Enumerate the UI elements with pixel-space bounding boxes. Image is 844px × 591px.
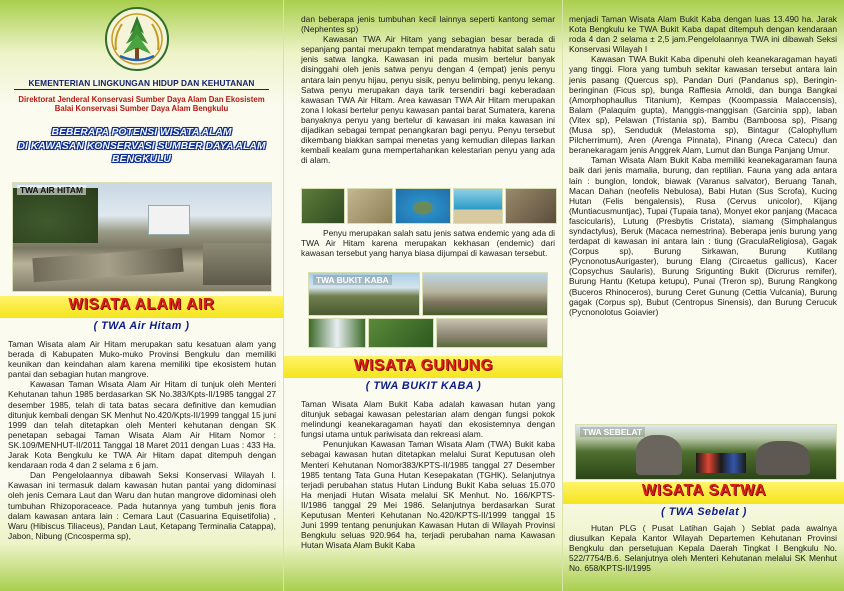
brochure-panel-left xyxy=(0,0,283,591)
section-subtitle-air-hitam: ( TWA Air Hitam ) xyxy=(93,320,190,332)
photo-bukit-kaba-mountain xyxy=(308,272,420,316)
photo-elephant-2 xyxy=(756,441,810,475)
text-block-bukit-kaba-cont xyxy=(569,14,837,317)
photo-bukit-kaba-summit xyxy=(436,318,548,348)
paragraph: Penunjukan Kawasan Taman Wisata Alam (TWA) Bukit kaba sebagai kawasan hutan ditetapkan melalui Surat Keputusan oleh Menteri Kehutanan Nomor383/KPTS-II/1985 tanggal 27 Desember 1985 tentang Tata Guna Hutan Kesepakatan (TGHK). Selanjutnya terjadi perubahan status Hutan Lindung Bukit Kaba seluas 15.070 Ha menjadi Hutan Wisata melalui SK Menhut. No. 166/KPTS-II/1986 tanggal 29 Mei 1986. Selanjutnya berdasarkan Surat Keputusan Menteri Kehutanan No.420/KPTS-II/1999 tanggal 15 Juni 1999 tentang penunjukan Kawasan Hutan di Wilayah Provinsi Bengkulu seluas 920.964 ha, terjadi perubahan nama Kawasan Hutan Wisata Alam Bukit Kaba xyxy=(301,439,555,551)
brochure-panel-right xyxy=(562,0,844,591)
section-subtitle-bukit-kaba: ( TWA BUKIT KABA ) xyxy=(365,380,482,392)
paragraph: menjadi Taman Wisata Alam Bukit Kaba dengan luas 13.490 ha. Jarak Kota Bengkulu ke TWA Bukit Kaba dapat ditempuh dengan kendaraan roda 4 dan 2 selama ± 2,5 jam.Pengelolaannya TWA ini dibawah Seksi Konservasi Wilayah I xyxy=(569,14,837,55)
photo-bukit-kaba-waterfall xyxy=(308,318,366,348)
photo-label-air-hitam: TWA AIR HITAM xyxy=(17,185,86,195)
photo-penyu-swimming xyxy=(395,188,451,224)
section-subtitle-sebelat: ( TWA Sebelat ) xyxy=(661,506,747,518)
paragraph-penyu-endemic: Penyu merupakan salah satu jenis satwa endemic yang ada di TWA Air Hitam karena merupakan kekhasan (endemic) dari kawasan tersebut yang hanya biasa dijumpai di kawasan tersebut. xyxy=(301,228,555,259)
photo-penyu-beach xyxy=(453,188,503,224)
ministry-name: KEMENTERIAN LINGKUNGAN HIDUP DAN KEHUTANAN xyxy=(28,78,255,88)
paragraph: Taman Wisata Alam Bukit Kaba adalah kawasan hutan yang ditunjuk sebagai kawasan pelestarian alam dengan fungsi pokok melindungi keanekaragaman hayati dan ekosistemnya dengan fungsi utama untuk pariwisata dan rekreasi alam. xyxy=(301,399,555,440)
directorate-line-1: Direktorat Jenderal Konservasi Sumber Daya Alam Dan Ekosistem xyxy=(18,95,265,104)
photo-bukit-kaba-crater xyxy=(422,272,548,316)
brochure-panel-middle xyxy=(283,0,562,591)
photo-penyu-eggs xyxy=(505,188,557,224)
ministry-emblem-icon xyxy=(104,6,170,72)
photo-strip-penyu xyxy=(301,188,557,224)
ministry-underline xyxy=(14,89,269,90)
directorate-line-2: Balai Konservasi Sumber Daya Alam Bengkulu xyxy=(54,104,229,114)
photo-label-bukit-kaba: TWA BUKIT KABA xyxy=(313,275,392,285)
text-block-air-hitam xyxy=(8,339,276,541)
paragraph-sebelat: Hutan PLG ( Pusat Latihan Gajah ) Seblat pada awalnya diusulkan Kepala Kantor Wilayah Departemen Kehutanan Provinsi Bengkulu dan persetujuan Kepala Daerah Tingkat I Bengkulu No. 522/7754/B.6. Selanjutnya oleh Menteri Kehutanan melalui SK Menhut No. 658/KPTS-II/1995 xyxy=(569,523,837,574)
section-title-satwa: WISATA SATWA xyxy=(641,482,767,499)
photo-air-hitam xyxy=(12,182,272,292)
photo-people-group xyxy=(203,243,272,285)
directorate-heading xyxy=(4,95,279,114)
brochure-main-title xyxy=(6,126,277,167)
photo-elephant-1 xyxy=(636,435,682,475)
paragraph: Kawasan Taman Wisata Alam Air Hitam di tunjuk oleh Menteri Kehutanan tahun 1985 berdasarkan SK No.383/Kpts-II/1985 tanggal 27 desember 1985, telah di tata batas secara definitive dan kemudian ditunjuk kembali dengan SK Menhut No.420/Kpts-II/1999 tanggal 15 juni 1999 dan telah ditetapkan oleh Menteri kehutanan dengan SK penetapan sebagai Taman Wisata Alam Air Hitam Nomor : SK.109/MENHUT-II/2011 Tanggal 18 Maret 2011 dengan Luas : 433 Ha. Jarak Kota Bengkulu ke TWA Air Hitam dapat ditempuh dengan kendaraan roda 4 dan 2 selama ± 6 jam. xyxy=(8,379,276,471)
section-title-gunung: WISATA GUNUNG xyxy=(353,357,494,374)
photo-signboard xyxy=(148,205,190,235)
main-title-line-3: BENGKULU xyxy=(112,154,171,166)
paragraph: Kawasan TWA Bukit Kaba dipenuhi oleh keanekaragaman hayati yang tinggi. Flora yang tumbuh sekitar kawasan tersebut antara lain jenis pasang (Quercus sp), Pandan Duri (Pandanus sp), Beringin-beringinan (Ficus sp), bunga Rafflesia Arnoldi, dan bunga Bangkai (Amorphophaullus Titanium), Kempas (Koompassia Malaccensis), Balam (Palaquim gupta), Manggis-manggisan (Garcinia spp), laban (Vitex sp), Pelawan (Tristania sp), Bambu (Bamboosa sp), Pisang (Musa sp), Senduduk (Melastoma sp), Bintagur (Calophyllum Pilcherrimum), Aren (Arenga Pinnata), Pinang (Areca Catecu) dan beranekaragam jenis Anggrek Alam, Lumut dan Bunga Panjang Umur. xyxy=(569,54,837,156)
paragraph: Kawasan TWA Air Hitam yang sebagian besar berada di sepanjang pantai merupakn tempat mendaratnya habitat salah satu jenis satwa langka. Kawasan ini pada musim bertelur banyak disinggahi oleh jenis satwa penyu dengan 4 (empat) jenis penyu antara lain penyu hijau, penyu sisik, penyu belimbing, penyu lekang. Satwa penyu merupakan daya tarik tersendiri bagi keberadaan kawasan TWA Air Hitam. Area kawasan TWA Air Hitam merupakan zona I lokasi bertelur penyu kawasan pantai barat Sumatera, karena banyaknya penyu yang bertelur di kawasan ini maka kawasan ini dijadikan sebagai tempat penangkaran bagi penyu. Penyu tersebut dikembang biakkan sampai menetas yang kemudian dilepas liarkan kembali kealam guna mempertahankan kelestarian penyu yang ada di alam. xyxy=(301,34,555,166)
main-title-line-2: DI KAWASAN KONSERVASI SUMBER DAYA ALAM xyxy=(17,140,266,152)
photo-visitors-group xyxy=(696,453,746,473)
paragraph: Taman Wisata Alam Bukit Kaba memiliki keanekagaraman fauna baik dari jenis mamalia, burung, dan reptilian. Fauna yang ada antara lain : bunglon, londok, biawak (Varanus salvator), Beruang Tanah, Macan Dahan (neofelis Nebulosa), Babi Hutan (Sus Scrofa), Kucing Hutan (Felis bengalensis), Rusa (Cervus unicolor), Kijang (Muntiacusmuntjac), Tupai (Tupaia tana), Monyet ekor panjang (Macaca fascicularis), Lutung (Presbytis Cristata), siamang (Simphalangus syndactylus), Beruk (Macaca nemestrina). Beberapa jenis burung yang terdapat di kawasan ini antara lain : tiung (GraculaReligiosa), Gagak (Corpus sp), Burung Sirkawan, Burung Kutilang (PycnonotusAurigaster), burung Elang (Circaetus gallicus), Kacer (Copsychus Saularis), Burung Srigunting Bukit (Dicrurus remifer), Burung Hantu (Ketupa ketupu), Punai (Treron sp), Burung Rangkong (Buceros Rhinoceros), burung Ceret Gunung (Cettia Vulcania), Burung gagak (Corpus sp), Bubut (Centropus Sinensis), dan Burung Cerucuk (Pycnonolotus Goiavier) xyxy=(569,155,837,317)
text-block-penyu xyxy=(301,14,555,165)
photo-sebelat-elephants xyxy=(575,424,837,480)
paragraph: dan beberapa jenis tumbuhan kecil lainnya seperti kantong semar (Nephentes sp) xyxy=(301,14,555,35)
photo-penyu-1 xyxy=(301,188,345,224)
photo-trees xyxy=(13,188,98,243)
main-title-line-1: BEBERAPA POTENSI WISATA ALAM xyxy=(51,127,232,138)
photo-driftwood xyxy=(32,248,183,282)
photo-bukit-kaba-forest xyxy=(368,318,434,348)
paragraph: Dan Pengelolaannya dibawah Seksi Konservasi Wilayah I. Kawasan ini termasuk dalam kawasan hutan pantai yang didominasi oleh jenis Cemara Laut dan Waru dan hutan mangrove didominasi oleh tumbuhan Rhizoporaceace. Pada hutannya yang tumbuh jenis flora dalam kawasan antara lain : Cemara Laut (Casuarina Equisetifolia) , Waru (Hibiscus Tiliaceus), Pandan Laut, Ketapang Terminalia Catappa), Jabon, Nibung (Cncosperma sp), xyxy=(8,470,276,541)
photo-collage-bukit-kaba xyxy=(308,272,548,348)
section-title-alam-air: WISATA ALAM AIR xyxy=(68,296,215,313)
paragraph: Taman Wisata alam Air Hitam merupakan satu kesatuan alam yang berada di Kabupaten Muko-muko Provinsi Bengkulu dan memiliki keunikan dan keindahan alam karena memiliki tipe ekosistem hutan pantai dan sebagian hutan mangrove. xyxy=(8,339,276,380)
photo-penyu-2 xyxy=(347,188,393,224)
text-block-bukit-kaba xyxy=(301,399,555,550)
photo-label-sebelat: TWA SEBELAT xyxy=(580,427,645,437)
